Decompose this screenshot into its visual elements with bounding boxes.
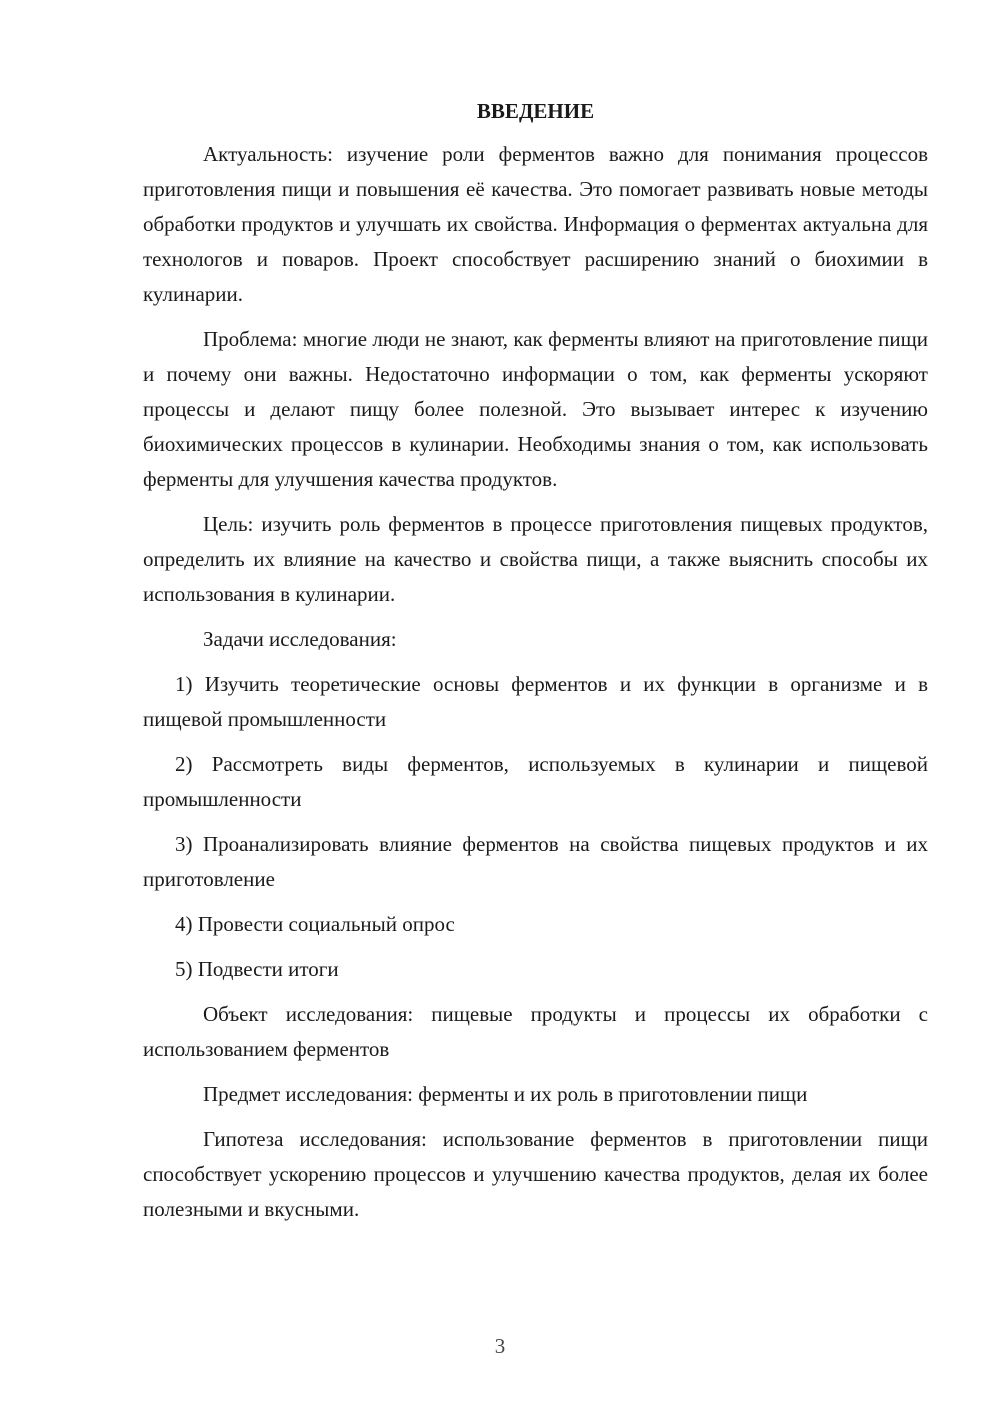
subject-paragraph: Предмет исследования: ферменты и их роль в приготовлении пищи	[203, 1082, 808, 1106]
problem-paragraph: Проблема: многие люди не знают, как ферменты влияют на приготовление пищи и почему они важны. Недостаточно информации о том, как ферменты ускоряют процессы и делают пищу более полезной. Это вызывает интерес к изучению биохимических процессов в кулинарии. Необходимы знания о том, как использовать ферменты для улучшения качества продуктов.	[143, 327, 928, 491]
page-number: 3	[494, 1334, 506, 1358]
hypothesis-paragraph: Гипотеза исследования: использование ферментов в приготовлении пищи способствует ускорению процессов и улучшению качества продуктов, делая их более полезными и вкусными.	[143, 1127, 928, 1221]
tasks-heading: Задачи исследования:	[203, 627, 397, 651]
task-item: 4) Провести социальный опрос	[175, 912, 455, 936]
task-item: 3) Проанализировать влияние ферментов на свойства пищевых продуктов и их приготовление	[143, 832, 928, 891]
task-item: 1) Изучить теоретические основы ферментов и их функции в организме и в пищевой промышленности	[143, 672, 928, 731]
relevance-paragraph: Актуальность: изучение роли ферментов важно для понимания процессов приготовления пищи и повышения её качества. Это помогает развивать новые методы обработки продуктов и улучшать их свойства. Информация о ферментах актуальна для технологов и поваров. Проект способствует расширению знаний о биохимии в кулинарии.	[143, 142, 928, 306]
goal-paragraph: Цель: изучить роль ферментов в процессе приготовления пищевых продуктов, определить их влияние на качество и свойства пищи, а также выяснить способы их использования в кулинарии.	[143, 512, 928, 606]
object-paragraph: Объект исследования: пищевые продукты и процессы их обработки с использованием ферментов	[143, 1002, 928, 1061]
section-title: ВВЕДЕНИЕ	[476, 99, 595, 123]
page-content	[143, 95, 928, 1227]
task-item: 2) Рассмотреть виды ферментов, используемых в кулинарии и пищевой промышленности	[143, 752, 928, 811]
task-item: 5) Подвести итоги	[175, 957, 339, 981]
